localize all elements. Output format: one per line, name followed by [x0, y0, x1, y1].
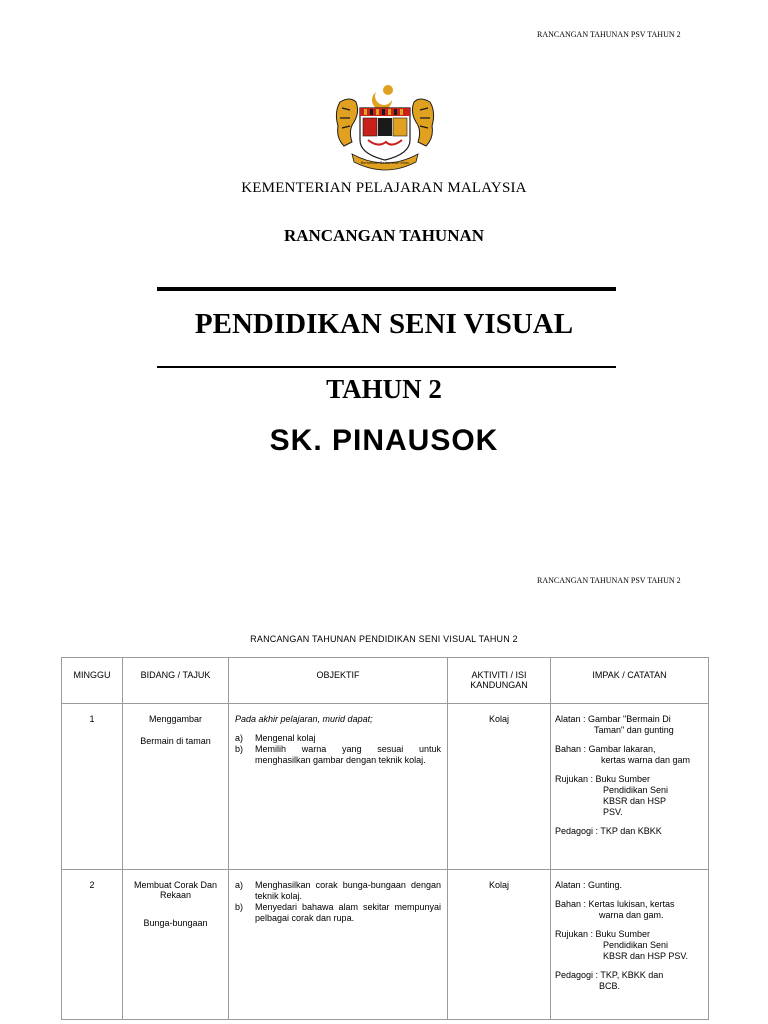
objektif-b: Menyedari bahawa alam sekitar mempunyai pelbagai corak dan rupa.: [255, 902, 441, 923]
divider-bottom: [157, 366, 616, 368]
rujukan-line: KBSR dan HSP PSV.: [603, 951, 689, 961]
rujukan-line: KBSR dan HSP: [603, 796, 667, 806]
bidang-title: Menggambar: [148, 714, 203, 724]
rujukan-line: PSV.: [603, 807, 623, 817]
bidang-title: Rekaan: [159, 890, 192, 900]
table-header-row: [62, 658, 709, 704]
list-marker: a): [235, 733, 244, 743]
bidang-topic: Bunga-bungaan: [143, 918, 208, 928]
bahan-line: Bahan : Kertas lukisan, kertas: [555, 899, 675, 909]
table-title: RANCANGAN TAHUNAN PENDIDIKAN SENI VISUAL TAHUN 2: [250, 634, 518, 644]
header-impak: IMPAK / CATATAN: [551, 658, 709, 704]
rujukan-line: Rujukan : Buku Sumber: [555, 774, 651, 784]
bidang-topic: Bermain di taman: [140, 736, 211, 746]
coat-of-arms-icon: [330, 82, 440, 174]
header-aktiviti-line1: AKTIVITI / ISI: [471, 670, 527, 680]
year-title: TAHUN 2: [326, 374, 442, 404]
rujukan-line: Pendidikan Seni: [603, 940, 669, 950]
annual-plan-table: [61, 657, 709, 1020]
document-type: RANCANGAN TAHUNAN: [283, 226, 485, 245]
header-minggu: MINGGU: [62, 658, 123, 704]
header-aktiviti: [448, 658, 551, 704]
cell-impak: [551, 704, 709, 870]
bahan-line: warna dan gam.: [599, 910, 664, 920]
cell-aktiviti: Kolaj: [448, 870, 551, 1020]
divider-top: [157, 287, 616, 291]
list-item: [235, 880, 441, 902]
pedagogi-line: Pedagogi : TKP, KBKK dan: [555, 970, 664, 980]
header-bidang: BIDANG / TAJUK: [123, 658, 229, 704]
list-marker: b): [235, 744, 244, 754]
bidang-title: Membuat Corak Dan: [133, 880, 218, 890]
header-aktiviti-line2: KANDUNGAN: [470, 680, 528, 690]
table-row: [62, 870, 709, 1020]
cell-objektif: [229, 704, 448, 870]
ministry-name: KEMENTERIAN PELAJARAN MALAYSIA: [241, 180, 527, 196]
alatan-line: Alatan : Gambar "Bermain Di: [555, 714, 671, 724]
objektif-intro: Pada akhir pelajaran, murid dapat;: [235, 714, 373, 724]
school-name: SK. PINAUSOK: [269, 424, 499, 457]
cell-minggu: 1: [62, 704, 123, 870]
list-item: [235, 902, 441, 924]
cell-impak: [551, 870, 709, 1020]
bahan-line: Bahan : Gambar lakaran,: [555, 744, 656, 754]
list-item: [235, 733, 441, 744]
rujukan-line: Pendidikan Seni: [603, 785, 669, 795]
objektif-a: Mengenal kolaj: [255, 733, 316, 743]
subject-title: PENDIDIKAN SENI VISUAL: [194, 308, 574, 340]
cell-bidang: [123, 704, 229, 870]
alatan: Alatan : Gunting.: [555, 880, 623, 890]
pedagogi: [555, 970, 704, 992]
cell-bidang: [123, 870, 229, 1020]
header-objektif: OBJEKTIF: [229, 658, 448, 704]
pedagogi: Pedagogi : TKP dan KBKK: [555, 826, 662, 836]
running-header-2: RANCANGAN TAHUNAN PSV TAHUN 2: [537, 576, 681, 585]
alatan-line: Taman" dan gunting: [594, 725, 674, 735]
rujukan: [555, 929, 704, 962]
list-item: [235, 744, 441, 766]
list-marker: b): [235, 902, 244, 912]
list-marker: a): [235, 880, 244, 890]
alatan: [555, 714, 704, 736]
cell-minggu: 2: [62, 870, 123, 1020]
running-header: RANCANGAN TAHUNAN PSV TAHUN 2: [537, 30, 681, 39]
cell-objektif: [229, 870, 448, 1020]
objektif-b: Memilih warna yang sesuai untuk menghasilkan gambar dengan teknik kolaj.: [255, 744, 441, 765]
pedagogi-line: BCB.: [599, 981, 621, 991]
table-row: [62, 704, 709, 870]
cell-aktiviti: Kolaj: [448, 704, 551, 870]
bahan: [555, 744, 704, 766]
rujukan-line: Rujukan : Buku Sumber: [555, 929, 651, 939]
bahan-line: kertas warna dan gam: [601, 755, 691, 765]
objektif-a: Menghasilkan corak bunga-bungaan dengan teknik kolaj.: [255, 880, 441, 901]
crest-motto: Bersekutu Bertambah Mutu: [360, 160, 410, 165]
bahan: [555, 899, 704, 921]
rujukan: [555, 774, 704, 818]
